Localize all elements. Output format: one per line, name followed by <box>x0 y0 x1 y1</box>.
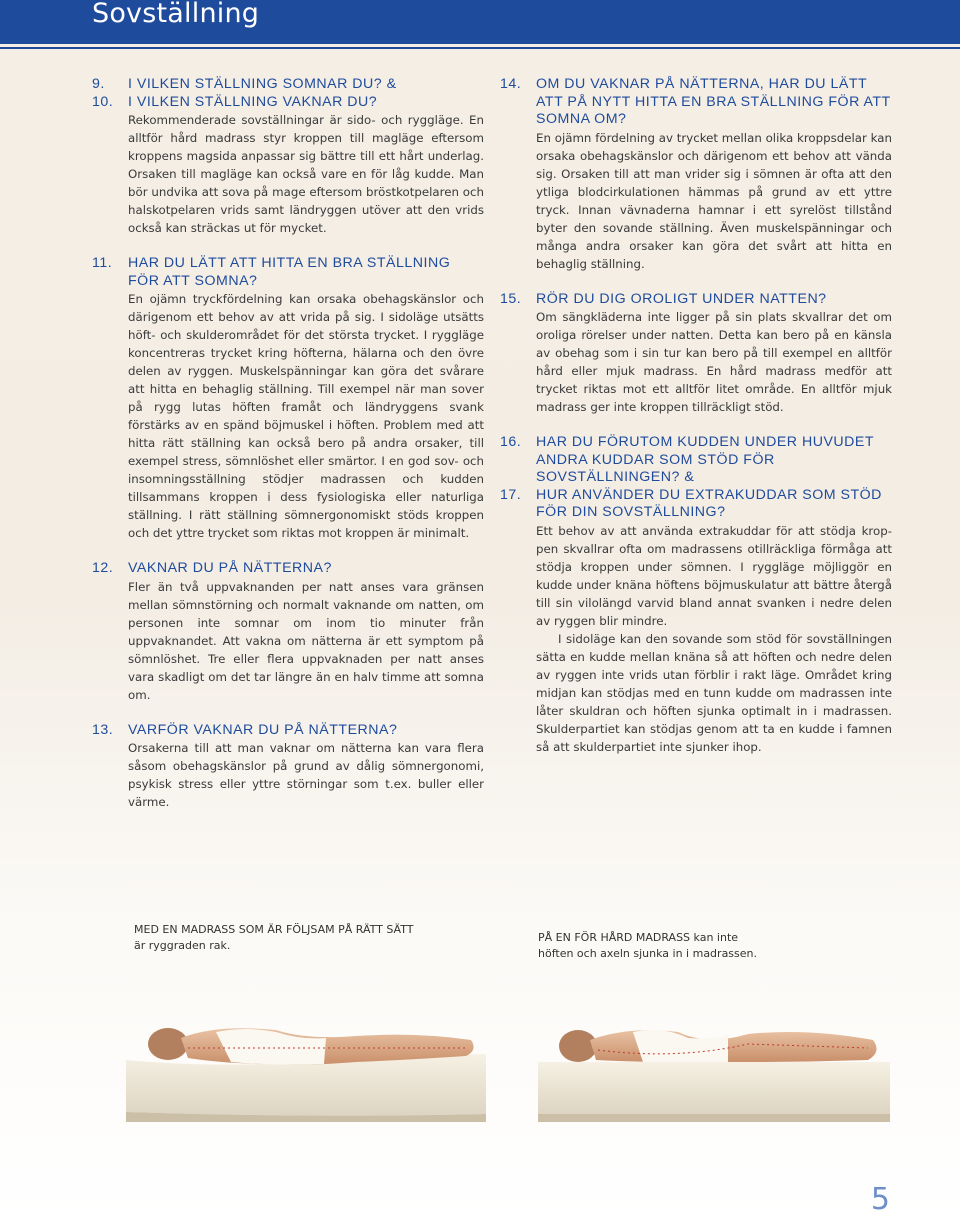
right-column <box>500 76 892 774</box>
answer-paragraph: I sidoläge kan den sovande som stöd för sovställningen sätta en kudde mellan knäna så att höften och nedre delen av ryggen inte vrids utan förblir i rakt läge. Området kring midjan kan stödjas med en tunn kudde om madrassen inte låter skuldran och höften sjunka optimalt in i madrassen. Skulderpartiet kan stödjas genom att ta en kudde i famnen så att skulderpartiet inte sjunker ihop. <box>536 631 892 754</box>
question-heading <box>92 722 484 740</box>
photo-hard-mattress <box>538 1010 890 1122</box>
question-heading <box>500 291 892 309</box>
question-text: HAR DU FÖRUTOM KUDDEN UNDER HUVUDET ANDRA KUDDAR SOM STÖD FÖR SOVSTÄLLNINGEN? & <box>536 434 874 485</box>
question-number: 16. <box>500 434 522 450</box>
question-number: 17. <box>500 486 522 503</box>
question-heading <box>92 560 484 578</box>
question-heading <box>500 76 892 129</box>
photo-conforming-mattress <box>126 1010 486 1122</box>
answer-body <box>128 290 484 542</box>
question-number: 11. <box>92 255 113 271</box>
answer-body <box>128 111 484 237</box>
question-section <box>500 434 892 756</box>
body-shape <box>590 1030 877 1062</box>
question-heading <box>500 434 892 487</box>
question-heading <box>92 94 484 112</box>
answer-paragraph: Orsakerna till att man vaknar om nätterna kan vara flera såsom obehagskänslor på grund av dålig sömnergonomi, psykisk stress eller yttre störningar som t.ex. buller eller värme. <box>128 741 484 809</box>
answer-body <box>536 129 892 273</box>
answer-body <box>536 308 892 416</box>
answer-body <box>128 578 484 704</box>
question-text: I VILKEN STÄLLNING VAKNAR DU? <box>128 93 378 110</box>
question-section <box>92 255 484 542</box>
page-header <box>0 0 960 44</box>
answer-body <box>536 522 892 756</box>
question-number: 9. <box>92 76 105 92</box>
caption-left-line1: MED EN MADRASS SOM ÄR FÖLJSAM PÅ RÄTT SÄTT <box>134 923 414 936</box>
answer-paragraph: Om sängkläderna inte ligger på sin plats skvallrar det om oroliga rörelser under natten. Detta kan bero på en känsla av obehag som i sin tur kan bero på till exempel en alltför hård eller mjuk madrass. En hård madrass medför att trycket riktas mot ett alltför litet område. En alltför mjuk madrass ger inte kroppen tillräckligt stöd. <box>536 310 892 414</box>
answer-paragraph: Rekommenderade sovställningar är sido- och ryggläge. En alltför hård madrass styr kroppen till magläge eftersom kroppens magsida anpassar sig bättre till ett hårt underlag. Orsaken till magläge kan också vare en för låg kudde. Man bör undvika att sova på mage eftersom bröstkotpelaren och halskotpelaren vrids samt ländryggen utöver att den vrids också kan sträckas ut för mycket. <box>128 113 484 235</box>
question-heading <box>92 255 484 290</box>
question-section <box>92 560 484 704</box>
answer-paragraph: Ett behov av att använda extrakuddar för att stödja kroppen skvallrar ofta om madrassens otillräckliga förmåga att stödja kroppen under sömnen. I ryggläge möjliggör en kudde under knäna höftens böjmuskulatur att bättre återgå till sin vilolängd varvid bland annat svanken i nedre delen av ryggen blir mindre. <box>536 523 892 628</box>
question-section <box>92 722 484 812</box>
question-number: 15. <box>500 290 522 307</box>
page-number: 5 <box>870 1182 890 1217</box>
answer-body <box>128 739 484 811</box>
answer-paragraph: En ojämn tryckfördelning kan orsaka obehagskänslor och därigenom ett behov av att vrida på sig. I sidoläge utsätts höft- och skulderområdet för det största trycket. I ryggläge koncentreras trycket kring höfterna, hälarna och den övre delen av ryggen. Muskelspänningar kan göra det svårare att hitta en behaglig ställning. Till exempel när man sover på rygg lutas höften framåt och ländryggens svank förstärks av en spänd böjmuskel i höften. Problem med att hitta rätt ställning kan också bero på andra orsaker, till exempel stress, sömnlöshet eller smärtor. I en god sov- och insomningsställning stödjer madrassen och kudden tillsammans kroppen i dess fysiologiska eller naturliga ställning. I rätt ställning sömnergonomiskt stöds kroppen och det yttre trycket som riktas mot kroppen är minimalt. <box>128 292 484 540</box>
question-text: HUR ANVÄNDER DU EXTRAKUDDAR SOM STÖD FÖR DIN SOVSTÄLLNING? <box>536 486 882 520</box>
answer-paragraph: En ojämn fördelning av trycket mellan olika kroppsdelar kan orsaka obehagskänslor och därigenom ett behov att vända sig. Orsaken till att man vrider sig i sömnen är ofta att den ytliga blodcirkulationen hämmas på grund av ett yttre tryck. Innan vävnaderna hamnar i ett syrelöst tillstånd byter den sovande ställning. Även muskelspänningar och många andra orsaker kan göra det svårt att hitta en behaglig ställning. <box>536 130 892 271</box>
question-section <box>500 76 892 273</box>
question-number: 14. <box>500 76 522 92</box>
question-text: RÖR DU DIG OROLIGT UNDER NATTEN? <box>536 290 827 307</box>
question-text: VARFÖR VAKNAR DU PÅ NÄTTERNA? <box>128 721 398 738</box>
question-text: I VILKEN STÄLLNING SOMNAR DU? & <box>128 76 397 92</box>
caption-right-line2: höften och axeln sjunka in i madrassen. <box>538 947 758 960</box>
question-number: 10. <box>92 93 114 110</box>
garment-shape <box>216 1029 326 1065</box>
page-title: Sovställning <box>92 0 260 29</box>
question-section <box>92 76 484 237</box>
question-text: VAKNAR DU PÅ NÄTTERNA? <box>128 560 332 576</box>
caption-right <box>538 930 757 962</box>
question-text: HAR DU LÄTT ATT HITTA EN BRA STÄLLNING FÖR ATT SOMNA? <box>128 255 451 289</box>
caption-left <box>134 922 413 954</box>
question-number: 13. <box>92 721 114 738</box>
header-divider <box>0 47 960 49</box>
answer-paragraph: Fler än två uppvaknanden per natt anses vara gränsen mellan sömnstörning och normalt vaknande om natten, om personen inte somnar om inom tio minuter från uppvaknandet. Att vakna om nätterna är ett symptom på sömnlöshet. Tre eller flera uppvaknaden per natt anses vara skadligt om det tar längre än en halv timme att somna om. <box>128 579 484 702</box>
question-section <box>500 291 892 417</box>
mattress-shape <box>538 1062 890 1114</box>
caption-right-line1: PÅ EN FÖR HÅRD MADRASS kan inte <box>538 931 739 944</box>
head-shape <box>559 1030 597 1062</box>
mattress-side <box>538 1114 890 1122</box>
head-shape <box>148 1028 188 1060</box>
left-column <box>92 76 484 829</box>
question-text: OM DU VAKNAR PÅ NÄTTERNA, HAR DU LÄTT ATT PÅ NYTT HITTA EN BRA STÄLLNING FÖR ATT SOMNA OM? <box>536 76 891 127</box>
question-number: 12. <box>92 560 114 576</box>
question-heading <box>92 76 484 94</box>
caption-left-line2: är ryggraden rak. <box>134 939 231 952</box>
question-heading <box>500 487 892 522</box>
